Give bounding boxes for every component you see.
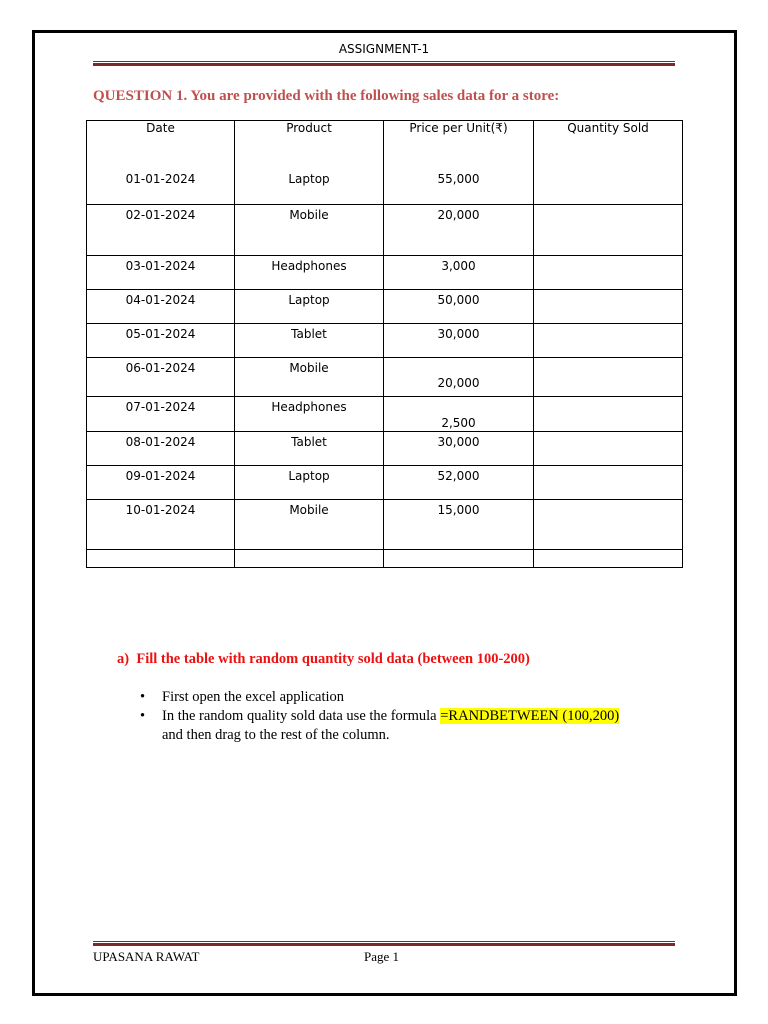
cell-value: Tablet xyxy=(291,327,327,341)
table-cell-quantity xyxy=(534,550,683,568)
cell-value: Laptop xyxy=(288,469,330,483)
table-cell-price xyxy=(384,205,534,256)
cell-value: 50,000 xyxy=(437,293,480,307)
table-row xyxy=(87,432,683,466)
table-cell-quantity xyxy=(534,358,683,397)
column-header: Product xyxy=(286,121,332,135)
column-header: Price per Unit(₹) xyxy=(409,121,508,135)
table-cell-quantity xyxy=(534,466,683,500)
footer-rule xyxy=(93,941,675,946)
table-row xyxy=(87,324,683,358)
header-title: ASSIGNMENT-1 xyxy=(338,42,430,56)
task-text: Fill the table with random quantity sold data (between 100-200) xyxy=(136,651,530,667)
cell-value: 2,500 xyxy=(441,416,476,430)
table-cell-date xyxy=(87,550,235,568)
table-cell-product xyxy=(235,500,384,550)
cell-value: Mobile xyxy=(289,361,329,375)
cell-value: 20,000 xyxy=(437,208,480,222)
cell-value: 01-01-2024 xyxy=(125,172,196,186)
cell-value: 09-01-2024 xyxy=(125,469,196,483)
table-cell-date xyxy=(87,290,235,324)
table-row xyxy=(87,397,683,432)
cell-value: Headphones xyxy=(271,259,347,273)
table-cell-price xyxy=(384,121,534,205)
table-row xyxy=(87,290,683,324)
table-cell-product xyxy=(235,550,384,568)
column-header: Date xyxy=(146,121,175,135)
cell-value: 08-01-2024 xyxy=(125,435,196,449)
table-cell-date xyxy=(87,358,235,397)
table-cell-quantity xyxy=(534,324,683,358)
table-cell-price xyxy=(384,397,534,432)
cell-value: Mobile xyxy=(289,503,329,517)
table-cell-date xyxy=(87,397,235,432)
list-item xyxy=(140,688,680,707)
question-heading: QUESTION 1. You are provided with the following sales data for a store: xyxy=(93,88,560,104)
instruction-list xyxy=(140,688,680,745)
table-row xyxy=(87,256,683,290)
task-heading xyxy=(117,651,530,668)
table-cell-product xyxy=(235,290,384,324)
table-row xyxy=(87,500,683,550)
cell-value: Tablet xyxy=(291,435,327,449)
table-cell-product xyxy=(235,205,384,256)
table-cell-product xyxy=(235,397,384,432)
cell-value: Mobile xyxy=(289,208,329,222)
table-cell-price xyxy=(384,290,534,324)
table-cell-date xyxy=(87,324,235,358)
sales-table xyxy=(86,120,683,568)
footer-author: UPASANA RAWAT xyxy=(93,949,200,964)
cell-value: 30,000 xyxy=(437,327,480,341)
cell-value: 05-01-2024 xyxy=(125,327,196,341)
footer-page-number: Page 1 xyxy=(364,949,400,964)
cell-value: 02-01-2024 xyxy=(125,208,196,222)
cell-value: 3,000 xyxy=(441,259,476,273)
table-cell-date xyxy=(87,432,235,466)
table-cell-date xyxy=(87,256,235,290)
table-cell-product xyxy=(235,256,384,290)
table-row xyxy=(87,466,683,500)
table-cell-quantity xyxy=(534,256,683,290)
bullet-icon: • xyxy=(140,708,146,724)
table-cell-quantity xyxy=(534,121,683,205)
cell-value: 04-01-2024 xyxy=(125,293,196,307)
cell-value: 07-01-2024 xyxy=(125,400,196,414)
table-cell-quantity xyxy=(534,397,683,432)
table-cell-product xyxy=(235,358,384,397)
table-cell-date xyxy=(87,466,235,500)
table-cell-quantity xyxy=(534,500,683,550)
cell-value: 06-01-2024 xyxy=(125,361,196,375)
table-cell-product xyxy=(235,432,384,466)
bullet-text-continued: and then drag to the rest of the column. xyxy=(162,727,390,743)
cell-value: 20,000 xyxy=(437,376,480,390)
cell-value: 52,000 xyxy=(437,469,480,483)
table-cell-price xyxy=(384,256,534,290)
task-label: a) xyxy=(117,651,130,667)
table-cell-product xyxy=(235,466,384,500)
bullet-text: In the random quality sold data use the formula xyxy=(162,708,441,724)
cell-value: 15,000 xyxy=(437,503,480,517)
table-cell-date xyxy=(87,205,235,256)
cell-value: 03-01-2024 xyxy=(125,259,196,273)
table-row xyxy=(87,550,683,568)
table-cell-product xyxy=(235,121,384,205)
bullet-text: First open the excel application xyxy=(162,689,345,705)
table-cell-price xyxy=(384,358,534,397)
cell-value: Laptop xyxy=(288,293,330,307)
cell-value: 10-01-2024 xyxy=(125,503,196,517)
header-rule xyxy=(93,61,675,66)
table-cell-date xyxy=(87,500,235,550)
table-cell-product xyxy=(235,324,384,358)
table-row xyxy=(87,121,683,205)
cell-value: Headphones xyxy=(271,400,347,414)
table-cell-price xyxy=(384,324,534,358)
bullet-icon: • xyxy=(140,689,146,705)
table-cell-price xyxy=(384,500,534,550)
column-header: Quantity Sold xyxy=(567,121,649,135)
table-row xyxy=(87,358,683,397)
table-cell-quantity xyxy=(534,205,683,256)
table-row xyxy=(87,205,683,256)
table-cell-date xyxy=(87,121,235,205)
formula-highlight: =RANDBETWEEN (100,200) xyxy=(440,708,620,724)
table-cell-price xyxy=(384,466,534,500)
table-cell-price xyxy=(384,550,534,568)
cell-value: Laptop xyxy=(288,172,330,186)
table-cell-price xyxy=(384,432,534,466)
list-item xyxy=(140,707,680,745)
table-cell-quantity xyxy=(534,290,683,324)
cell-value: 55,000 xyxy=(437,172,480,186)
table-cell-quantity xyxy=(534,432,683,466)
cell-value: 30,000 xyxy=(437,435,480,449)
